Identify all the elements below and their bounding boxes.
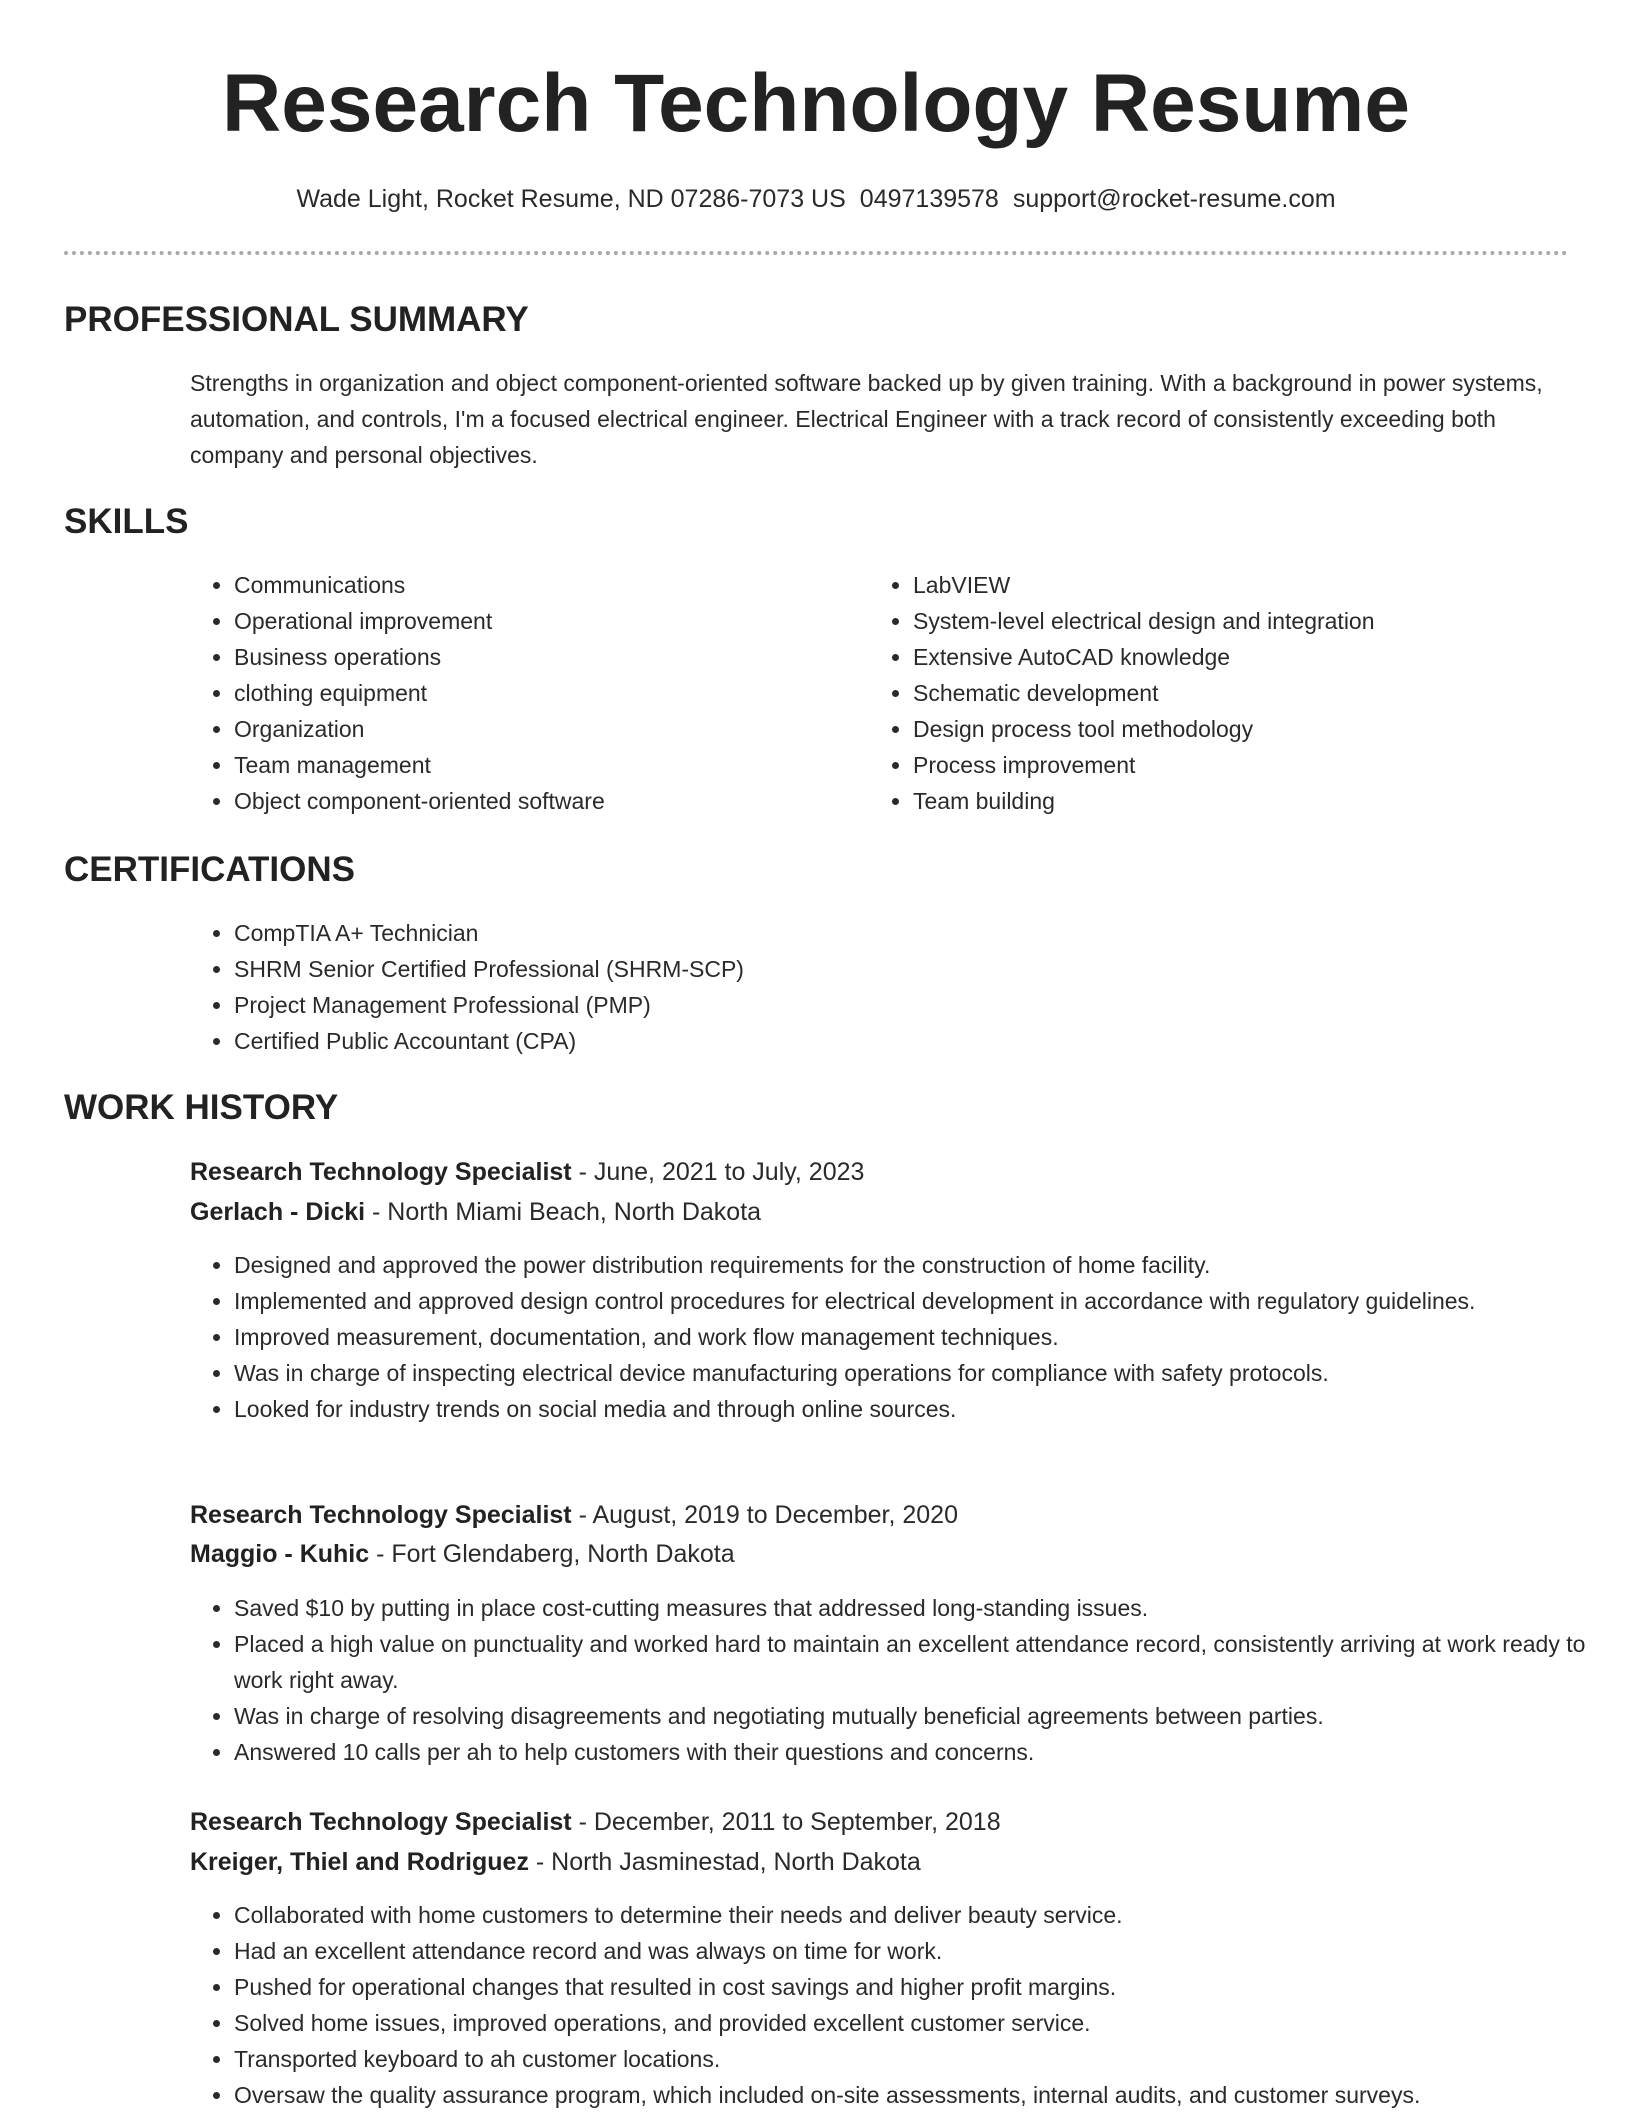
job-company: Gerlach - Dicki xyxy=(190,1198,366,1226)
list-item: • LabVIEW xyxy=(913,567,1593,603)
job-bullets xyxy=(190,1897,1594,2113)
job-title-line xyxy=(190,1497,958,1533)
certifications-heading: CERTIFICATIONS xyxy=(64,850,356,889)
list-item: • Project Management Professional (PMP) xyxy=(234,987,1534,1023)
list-item: • Had an excellent attendance record and was always on time for work. xyxy=(234,1933,1594,1969)
job-dates: - August, 2019 to December, 2020 xyxy=(571,1501,958,1529)
job-title: Research Technology Specialist xyxy=(190,1158,572,1186)
list-item: • Oversaw the quality assurance program, which included on-site assessments, internal audits, and customer surveys. xyxy=(234,2077,1594,2113)
list-item: • Extensive AutoCAD knowledge xyxy=(913,639,1593,675)
job-company: Kreiger, Thiel and Rodriguez xyxy=(190,1848,529,1876)
list-item: • Looked for industry trends on social media and through online sources. xyxy=(234,1391,1594,1427)
resume-title: Research Technology Resume xyxy=(222,58,1410,149)
list-item: • clothing equipment xyxy=(234,675,854,711)
job-location: - Fort Glendaberg, North Dakota xyxy=(369,1540,735,1568)
list-item: • Answered 10 calls per ah to help customers with their questions and concerns. xyxy=(234,1734,1594,1770)
summary-text: Strengths in organization and object component-oriented software backed up by given training. With a background in power systems, automation, and controls, I'm a focused electrical engineer. Electrical Engineer with a track record of consistently exceeding both company and personal objectives. xyxy=(190,370,1543,468)
list-item: • Pushed for operational changes that resulted in cost savings and higher profit margins. xyxy=(234,1969,1594,2005)
contact-phone: 0497139578 xyxy=(859,185,999,213)
job-location: - North Jasminestad, North Dakota xyxy=(528,1848,921,1876)
list-item: • Solved home issues, improved operations, and provided excellent customer service. xyxy=(234,2005,1594,2041)
certifications-list xyxy=(190,915,1534,1059)
list-item: • Design process tool methodology xyxy=(913,711,1593,747)
job-title-line xyxy=(190,1804,1001,1840)
skills-heading: SKILLS xyxy=(64,502,189,541)
job-dates: - June, 2021 to July, 2023 xyxy=(571,1158,865,1186)
job-bullets xyxy=(190,1247,1594,1427)
list-item: • Certified Public Accountant (CPA) xyxy=(234,1023,1534,1059)
job-bullets xyxy=(190,1590,1594,1770)
job-title: Research Technology Specialist xyxy=(190,1808,572,1836)
list-item: • Team building xyxy=(913,783,1593,819)
contact-email: support@rocket-resume.com xyxy=(1012,185,1336,213)
list-item: • Process improvement xyxy=(913,747,1593,783)
job-company: Maggio - Kuhic xyxy=(190,1540,370,1568)
contact-line xyxy=(0,183,1632,215)
list-item: • Implemented and approved design control procedures for electrical development in accordance with regulatory guidelines. xyxy=(234,1283,1594,1319)
list-item: • System-level electrical design and integration xyxy=(913,603,1593,639)
job-company-line xyxy=(190,1536,735,1572)
job-title: Research Technology Specialist xyxy=(190,1501,572,1529)
list-item: • Collaborated with home customers to determine their needs and deliver beauty service. xyxy=(234,1897,1594,1933)
list-item: • SHRM Senior Certified Professional (SHRM-SCP) xyxy=(234,951,1534,987)
job-location: - North Miami Beach, North Dakota xyxy=(365,1198,762,1226)
list-item: • Operational improvement xyxy=(234,603,854,639)
list-item: • Was in charge of resolving disagreements and negotiating mutually beneficial agreements between parties. xyxy=(234,1698,1594,1734)
job-title-line xyxy=(190,1154,864,1190)
list-item: • Improved measurement, documentation, and work flow management techniques. xyxy=(234,1319,1594,1355)
list-item: • Team management xyxy=(234,747,854,783)
skills-list-left xyxy=(190,567,854,819)
list-item: • Was in charge of inspecting electrical device manufacturing operations for compliance with safety protocols. xyxy=(234,1355,1594,1391)
summary-heading: PROFESSIONAL SUMMARY xyxy=(64,300,529,339)
contact-address: Wade Light, Rocket Resume, ND 07286-7073 US xyxy=(296,185,846,213)
job-dates: - December, 2011 to September, 2018 xyxy=(571,1808,1001,1836)
list-item: • Organization xyxy=(234,711,854,747)
list-item: • Communications xyxy=(234,567,854,603)
list-item: • CompTIA A+ Technician xyxy=(234,915,1534,951)
header-divider xyxy=(64,251,1568,255)
list-item: • Business operations xyxy=(234,639,854,675)
list-item: • Schematic development xyxy=(913,675,1593,711)
list-item: • Transported keyboard to ah customer locations. xyxy=(234,2041,1594,2077)
list-item: • Placed a high value on punctuality and worked hard to maintain an excellent attendance record, consistently arriving at work ready to work right away. xyxy=(234,1626,1594,1698)
skills-list-right xyxy=(869,567,1593,819)
work-heading: WORK HISTORY xyxy=(64,1088,339,1127)
list-item: • Object component-oriented software xyxy=(234,783,854,819)
job-company-line xyxy=(190,1194,761,1230)
job-company-line xyxy=(190,1844,921,1880)
list-item: • Designed and approved the power distribution requirements for the construction of home facility. xyxy=(234,1247,1594,1283)
list-item: • Saved $10 by putting in place cost-cutting measures that addressed long-standing issues. xyxy=(234,1590,1594,1626)
